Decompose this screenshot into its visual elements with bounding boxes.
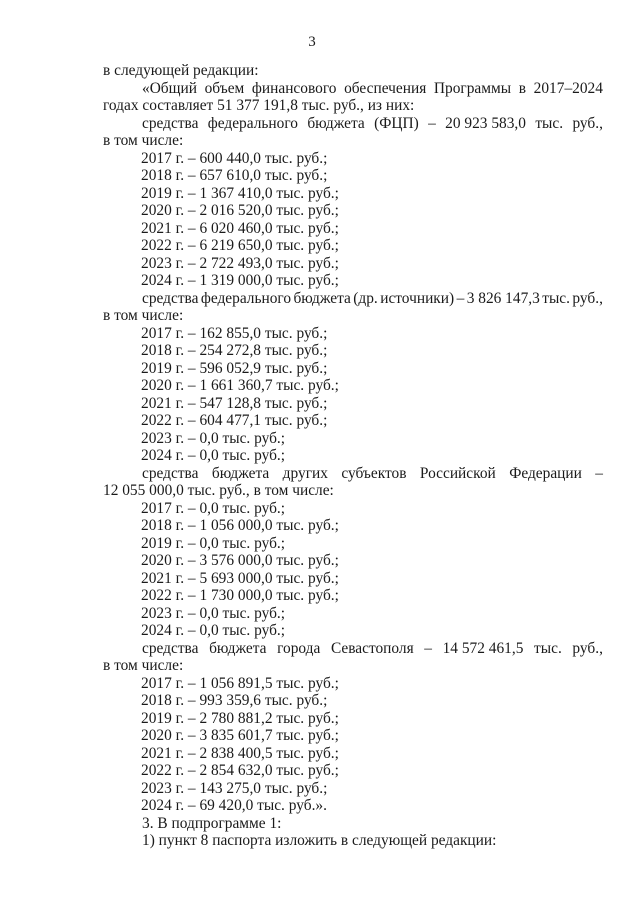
word: 14 572 461,5 — [442, 639, 524, 657]
year-amount-line: 2022 г. – 604 477,1 тыс. руб.; — [141, 412, 328, 429]
word: – — [456, 289, 465, 307]
word: «Общий — [142, 79, 197, 97]
year-amount-line: 2021 г. – 547 128,8 тыс. руб.; — [141, 394, 328, 412]
funding-source-heading — [103, 640, 603, 658]
year-amount-line: 2018 г. – 993 359,6 тыс. руб.; — [141, 692, 328, 709]
word: тыс. — [534, 639, 562, 657]
year-amount-line: 2017 г. – 162 855,0 тыс. руб.; — [141, 324, 328, 342]
word: 2017–2024 — [533, 79, 603, 97]
year-amount-line: 2020 г. – 3 576 000,0 тыс. руб.; — [141, 552, 339, 569]
word: Российской — [419, 464, 496, 482]
year-amount-line: 2018 г. – 254 272,8 тыс. руб.; — [141, 342, 328, 359]
year-amount-line: 2019 г. – 1 367 410,0 тыс. руб.; — [141, 184, 339, 202]
word: – — [428, 114, 436, 132]
word: руб., — [572, 639, 603, 657]
word: обеспечения — [344, 79, 427, 97]
year-amount-line: 2020 г. – 1 661 360,7 тыс. руб.; — [141, 377, 339, 394]
word: средства — [142, 464, 199, 482]
total-line-1 — [103, 80, 603, 98]
funding-source-heading — [103, 290, 603, 308]
funding-source-block — [103, 465, 603, 640]
word: тыс. — [535, 114, 564, 132]
year-amount-line: 2022 г. – 6 219 650,0 тыс. руб.; — [141, 237, 339, 254]
year-amount-line: 2019 г. – 2 780 881,2 тыс. руб.; — [141, 709, 339, 727]
intro-line: в следующей редакции: — [103, 62, 259, 79]
funding-source-heading — [103, 115, 603, 133]
word: бюджета — [211, 464, 270, 482]
year-amount-line: 2018 г. – 657 610,0 тыс. руб.; — [141, 167, 328, 184]
year-amount-line: 2018 г. – 1 056 000,0 тыс. руб.; — [141, 517, 339, 534]
year-amount-line: 2022 г. – 2 854 632,0 тыс. руб.; — [141, 762, 339, 779]
funding-sections — [103, 115, 603, 815]
year-amount-line: 2020 г. – 3 835 601,7 тыс. руб.; — [141, 727, 339, 744]
funding-source-block — [103, 640, 603, 815]
year-amount-line: 2023 г. – 0,0 тыс. руб.; — [141, 604, 286, 622]
year-amount-line: 2017 г. – 0,0 тыс. руб.; — [141, 499, 286, 517]
funding-source-heading — [103, 465, 603, 483]
word: финансового — [251, 79, 337, 97]
passport-item-line: 1) пункт 8 паспорта изложить в следующей редакции: — [142, 832, 497, 849]
word: других — [282, 464, 328, 482]
year-amount-line: 2017 г. – 1 056 891,5 тыс. руб.; — [141, 674, 339, 692]
word: – — [424, 639, 432, 657]
word: тыс. — [542, 289, 570, 307]
word: Севастополя — [330, 639, 414, 657]
word: 20 923 583,0 — [445, 114, 526, 132]
word: объем — [204, 79, 245, 97]
year-amount-line: 2021 г. – 5 693 000,0 тыс. руб.; — [141, 569, 339, 587]
funding-source-heading-cont: в том числе: — [103, 657, 184, 674]
funding-source-block — [103, 290, 603, 465]
year-amount-line: 2023 г. – 2 722 493,0 тыс. руб.; — [141, 254, 339, 272]
word: руб., — [572, 289, 603, 307]
document-body — [103, 62, 603, 850]
funding-source-heading-cont: в том числе: — [103, 307, 184, 324]
word: федерального — [207, 114, 298, 132]
year-amount-line: 2024 г. – 69 420,0 тыс. руб.». — [141, 797, 327, 814]
year-amount-line: 2023 г. – 0,0 тыс. руб.; — [141, 429, 286, 447]
word: федерального — [200, 289, 292, 307]
year-amount-line: 2019 г. – 0,0 тыс. руб.; — [141, 534, 286, 552]
word: руб., — [572, 114, 603, 132]
page-number: 3 — [308, 34, 316, 50]
word: средства — [142, 114, 199, 132]
word: – — [595, 464, 603, 482]
funding-source-heading-cont: 12 055 000,0 тыс. руб., в том числе: — [103, 482, 334, 499]
word: бюджета — [307, 114, 365, 132]
year-amount-line: 2019 г. – 596 052,9 тыс. руб.; — [141, 359, 328, 377]
word: бюджета — [209, 639, 267, 657]
year-amount-line: 2024 г. – 1 319 000,0 тыс. руб.; — [141, 272, 339, 289]
word: средства — [142, 289, 199, 307]
word: города — [277, 639, 321, 657]
year-amount-line: 2017 г. – 600 440,0 тыс. руб.; — [141, 149, 328, 167]
year-amount-line: 2024 г. – 0,0 тыс. руб.; — [141, 622, 286, 639]
year-amount-line: 2021 г. – 2 838 400,5 тыс. руб.; — [141, 744, 339, 762]
year-amount-line: 2022 г. – 1 730 000,0 тыс. руб.; — [141, 587, 339, 604]
funding-source-heading-cont: в том числе: — [103, 132, 184, 149]
word: субъектов — [341, 464, 407, 482]
funding-source-block — [103, 115, 603, 290]
total-line-2: годах составляет 51 377 191,8 тыс. руб., из них: — [103, 97, 415, 114]
year-amount-line: 2024 г. – 0,0 тыс. руб.; — [141, 447, 286, 464]
word: средства — [142, 639, 199, 657]
word: источники) — [380, 289, 455, 307]
word: (ФЦП) — [374, 114, 419, 132]
year-amount-line: 2020 г. – 2 016 520,0 тыс. руб.; — [141, 202, 339, 219]
year-amount-line: 2023 г. – 143 275,0 тыс. руб.; — [141, 779, 328, 797]
word: (др. — [353, 289, 378, 307]
word: Программы — [433, 79, 512, 97]
word: 3 826 147,3 — [466, 289, 540, 307]
subprogram-heading: 3. В подпрограмме 1: — [142, 814, 282, 832]
word: Федерации — [509, 464, 582, 482]
word: бюджета — [293, 289, 351, 307]
word: в — [518, 79, 527, 97]
year-amount-line: 2021 г. – 6 020 460,0 тыс. руб.; — [141, 219, 339, 237]
